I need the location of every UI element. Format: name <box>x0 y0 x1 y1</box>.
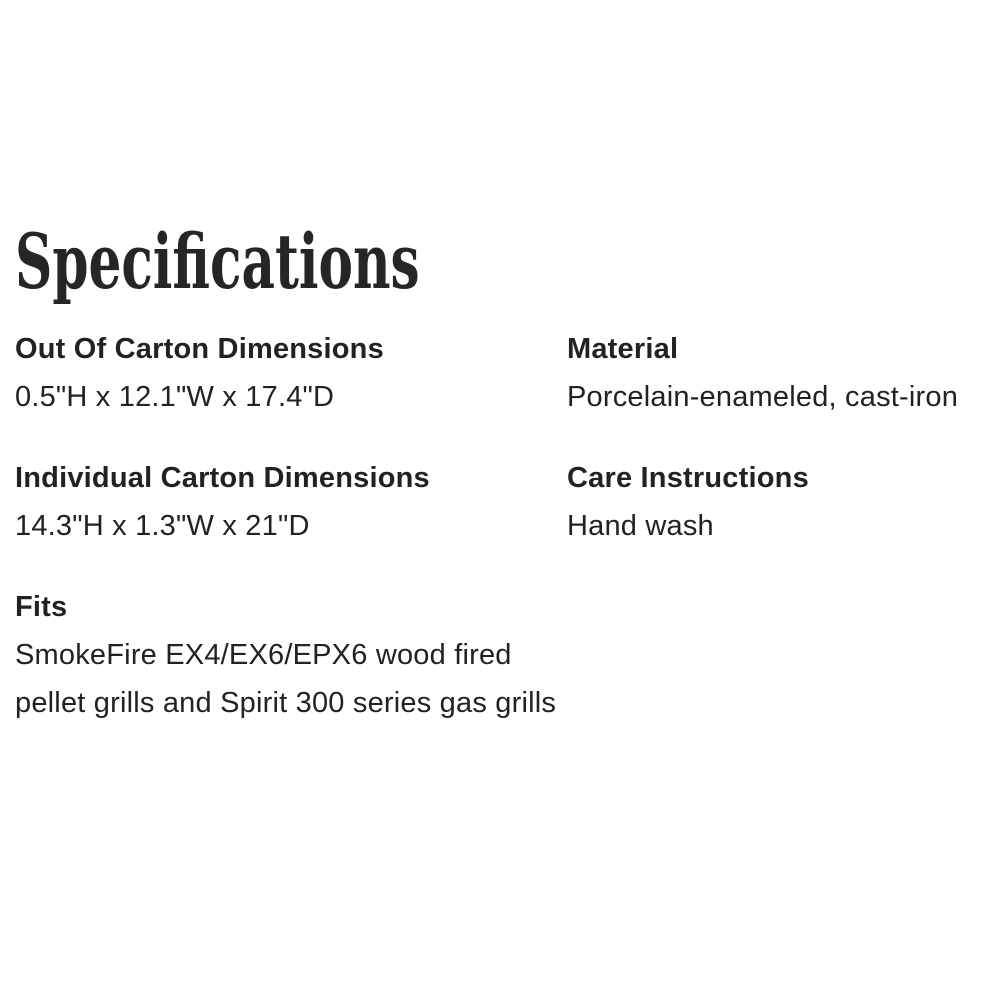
spec-label: Material <box>567 333 679 365</box>
spec-value: 0.5"H x 12.1"W x 17.4"D <box>15 381 335 413</box>
spec-label: Individual Carton Dimensions <box>15 462 430 494</box>
spec-value: 14.3"H x 1.3"W x 21"D <box>15 510 310 542</box>
spec-item-care-instructions <box>567 454 990 550</box>
specifications-section <box>15 0 990 727</box>
spec-value: Hand wash <box>567 510 714 542</box>
spec-item-fits <box>15 583 567 727</box>
spec-item-out-of-carton-dimensions <box>15 325 567 421</box>
spec-label: Care Instructions <box>567 462 809 494</box>
spec-label: Fits <box>15 591 68 623</box>
spec-item-material <box>567 325 990 421</box>
spec-item-individual-carton-dimensions <box>15 454 567 550</box>
spec-value: SmokeFire EX4/EX6/EPX6 wood fired pellet grills and Spirit 300 series gas grills <box>15 639 557 719</box>
section-title: Specifications <box>15 217 420 306</box>
spec-grid <box>15 325 990 727</box>
spec-value: Porcelain-enameled, cast-iron <box>567 381 959 413</box>
spec-label: Out Of Carton Dimensions <box>15 333 384 365</box>
